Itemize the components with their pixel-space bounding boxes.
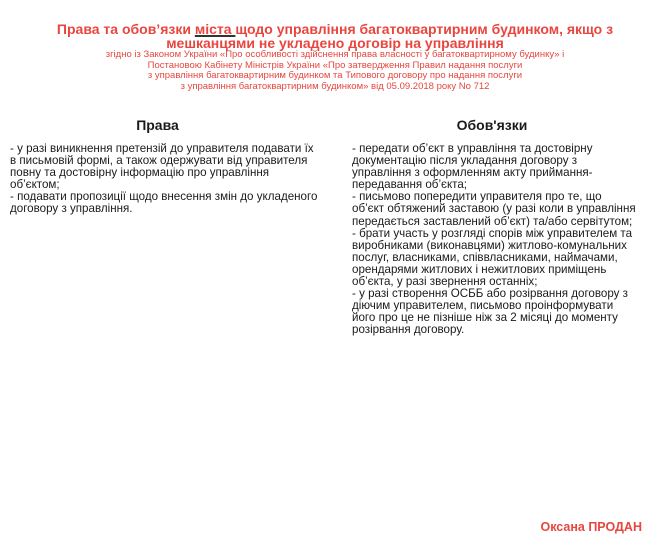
duties-line: його про це не пізніше ніж за 2 місяці до моменту [352, 311, 618, 325]
duties-line: орендарями житлових і нежитлових приміщень [352, 262, 607, 276]
duties-line: об’єкта, у разі звернення останніх; [352, 275, 538, 289]
rights-line: в письмовій формі, а також одержувати від управителя [10, 154, 308, 168]
duties-line: виробниками (виконавцями) житлово-комунальних [352, 238, 627, 252]
rights-line: повну та достовірну інформацію про управління [10, 166, 270, 180]
subtitle-line: з управління багатоквартирним будинком та Типового договору про надання послуги [147, 70, 523, 81]
duties-line: - письмово попередити управителя про те, що [352, 190, 602, 204]
duties-line: - у разі створення ОСББ або розірвання договору з [352, 287, 628, 301]
rights-heading: Права [136, 117, 179, 133]
rights-line: - подавати пропозиції щодо внесення змін до укладеного [10, 190, 318, 204]
rights-line: договору з управління. [10, 202, 133, 216]
duties-line: передається заставлений об’єкт) та/або сервітутом; [352, 214, 633, 228]
page-title [40, 22, 630, 50]
author-signature: Оксана ПРОДАН [540, 520, 642, 534]
duties-heading: Обов'язки [456, 117, 528, 133]
subtitle-line: з управління багатоквартирним будинком» від 05.09.2018 року No 712 [180, 80, 490, 92]
legal-basis-subtitle [40, 50, 630, 92]
duties-line: діючим управителем, письмово проінформувати [352, 299, 614, 313]
rights-line: - у разі виникнення претензій до управителя подавати їх [10, 142, 314, 155]
subtitle-line: Постановою Кабінету Міністрів України «Про затвердження Правил надання послуги [147, 59, 523, 71]
title-underlined-word: міста [194, 21, 236, 37]
duties-line: - брати участь у розгляді спорів між управителем та [352, 226, 633, 240]
duties-line: послуг, власниками, співвласниками, наймачами, [352, 250, 618, 264]
rights-line: об’єктом; [10, 178, 60, 192]
subtitle-line: згідно із Законом України «Про особливості здійснення права власності у багатоквартирному будинку» і [105, 49, 565, 60]
duties-line: розірвання договору. [352, 323, 465, 337]
duties-line: передавання об’єкта; [352, 178, 467, 192]
duties-line: документацію після укладання договору з [352, 154, 578, 168]
duties-text [352, 143, 657, 337]
duties-line: управління з оформленням акту приймання- [352, 166, 593, 180]
title-part-1: Права та обов’язки [56, 21, 195, 37]
duties-line: - передати об’єкт в управління та достовірну [352, 142, 593, 155]
title-part-2: щодо управління багатоквартирним будинком, якщо з мешканцями не укладено договір на управління [166, 21, 614, 51]
duties-line: об’єкт обтяжений заставою (у разі коли в управління [352, 202, 636, 216]
rights-text [10, 143, 340, 216]
